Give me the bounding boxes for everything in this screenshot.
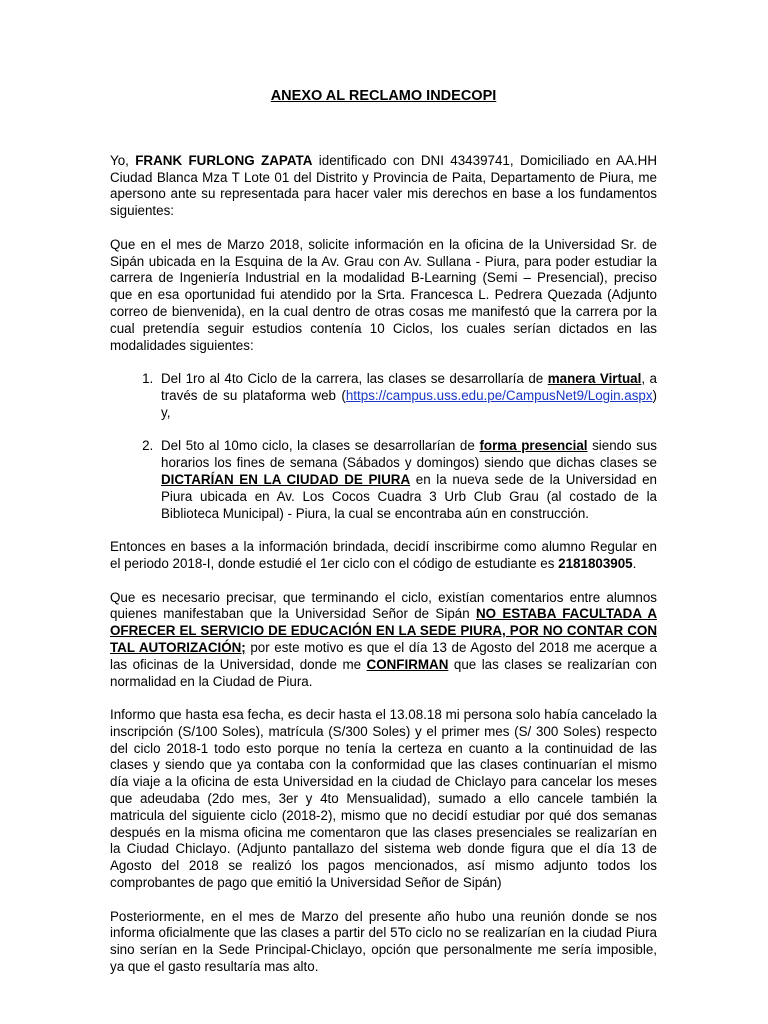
list-item-text: , a través de su plataforma web ( bbox=[161, 371, 657, 403]
paragraph-authorization bbox=[110, 590, 657, 691]
authorization-text: por este motivo es que el día 13 de Agosto del 2018 me acerque a las oficinas de la Universidad, donde me bbox=[110, 639, 657, 672]
list-item-text: ) y, bbox=[161, 387, 657, 420]
confirm-emphasis: CONFIRMAN bbox=[366, 656, 449, 672]
enrollment-text-end: . bbox=[632, 555, 637, 571]
document-page bbox=[110, 88, 657, 993]
list-item bbox=[157, 371, 657, 421]
presential-modality-emphasis: forma presencial bbox=[479, 438, 588, 454]
list-item-text: Del 1ro al 4to Ciclo de la carrera, las clases se desarrollaría de bbox=[161, 371, 548, 387]
intro-text-start: Yo, bbox=[110, 152, 136, 168]
intro-text-end: identificado con DNI 43439741, Domiciliado en AA.HH Ciudad Blanca Mza T Lote 01 del Distrito y Provincia de Paita, Departamento de Piura, me apersono ante su representada para hacer valer mis derechos en base a los fundamentos siguientes: bbox=[110, 152, 657, 219]
authorization-text-end: que las clases se realizarían con normalidad en la Ciudad de Piura. bbox=[110, 656, 657, 689]
campus-login-link[interactable]: https://campus.uss.edu.pe/CampusNet9/Login.aspx bbox=[345, 387, 653, 403]
paragraph-enrollment bbox=[110, 539, 657, 573]
authorization-text: Que es necesario precisar, que terminando el ciclo, existían comentarios entre alumnos quienes manifestaban que la Universidad Señor de Sipán bbox=[110, 589, 657, 622]
piura-city-emphasis: DICTARÍAN EN LA CIUDAD DE PIURA bbox=[161, 471, 411, 487]
paragraph-intro bbox=[110, 153, 657, 220]
enrollment-text: Entonces en bases a la información brindada, decidí inscribirme como alumno Regular en el periodo 2018-I, donde estudié el 1er ciclo con el código de estudiante es bbox=[110, 539, 657, 571]
claimant-name: FRANK FURLONG ZAPATA bbox=[135, 152, 313, 168]
list-item-text: en la nueva sede de la Universidad en Piura ubicada en Av. Los Cocos Cuadra 3 Urb Club Grau (al costado de la Biblioteca Municipal) - Piura, la cual se encontraba aún en construcción. bbox=[161, 471, 657, 521]
modalities-list bbox=[110, 371, 657, 522]
list-item-text: Del 5to al 10mo ciclo, la clases se desarrollarían de bbox=[161, 438, 480, 454]
virtual-modality-emphasis: manera Virtual bbox=[547, 371, 642, 387]
list-item bbox=[157, 438, 657, 522]
paragraph-meeting: Posteriormente, en el mes de Marzo del presente año hubo una reunión donde se nos informa oficialmente que las clases a partir del 5To ciclo no se realizarían en la ciudad Piura sino serían en la Sede Principal-Chiclayo, opción que personalmente me sería imposible, ya que el gasto resultaría mas alto. bbox=[110, 908, 657, 975]
list-item-text: siendo sus horarios los fines de semana (Sábados y domingos) siendo que dichas clases se bbox=[161, 438, 657, 471]
document-title: ANEXO AL RECLAMO INDECOPI bbox=[270, 88, 497, 104]
not-authorized-emphasis: NO ESTABA FACULTADA A OFRECER EL SERVICIO DE EDUCACIÓN EN LA SEDE PIURA, POR NO CONTAR CON TAL AUTORIZACIÓN; bbox=[110, 606, 657, 655]
paragraph-background: Que en el mes de Marzo 2018, solicite información en la oficina de la Universidad Sr. de Sipán ubicada en la Esquina de la Av. Grau con Av. Sullana - Piura, para poder estudiar la carrera de Ingeniería Industrial en la modalidad B-Learning (Semi – Presencial), preciso que en esa oportunidad fui atendido por la Srta. Francesca L. Pedrera Quezada (Adjunto correo de bienvenida), en la cual dentro de otras cosas me manifestó que la carrera por la cual pretendía seguir estudios contenía 10 Ciclos, los cuales serían dictados en las modalidades siguientes: bbox=[110, 236, 657, 353]
paragraph-payments: Informo que hasta esa fecha, es decir hasta el 13.08.18 mi persona solo había cancelado la inscripción (S/100 Soles), matrícula (S/300 Soles) y el primer mes (S/ 300 Soles) respecto del ciclo 2018-1 todo esto porque no tenía la certeza en cuanto a la continuidad de las clases y siendo que ya contaba con la conformidad que las clases continuarían el mismo día viaje a la oficina de esta Universidad en la ciudad de Chiclayo para cancelar los meses que adeudaba (2do mes, 3er y 4to Mensualidad), sumado a ello cancele también la matricula del siguiente ciclo (2018-2), mismo que no decidí estudiar por qué dos semanas después en la misma oficina me comentaron que las clases presenciales se realizarían en la Ciudad Chiclayo. (Adjunto pantallazo del sistema web donde figura que el día 13 de Agosto del 2018 se realizó los pagos mencionados, así mismo adjunto todos los comprobantes de pago que emitió la Universidad Señor de Sipán) bbox=[110, 707, 657, 891]
student-code: 2181803905 bbox=[558, 555, 633, 571]
